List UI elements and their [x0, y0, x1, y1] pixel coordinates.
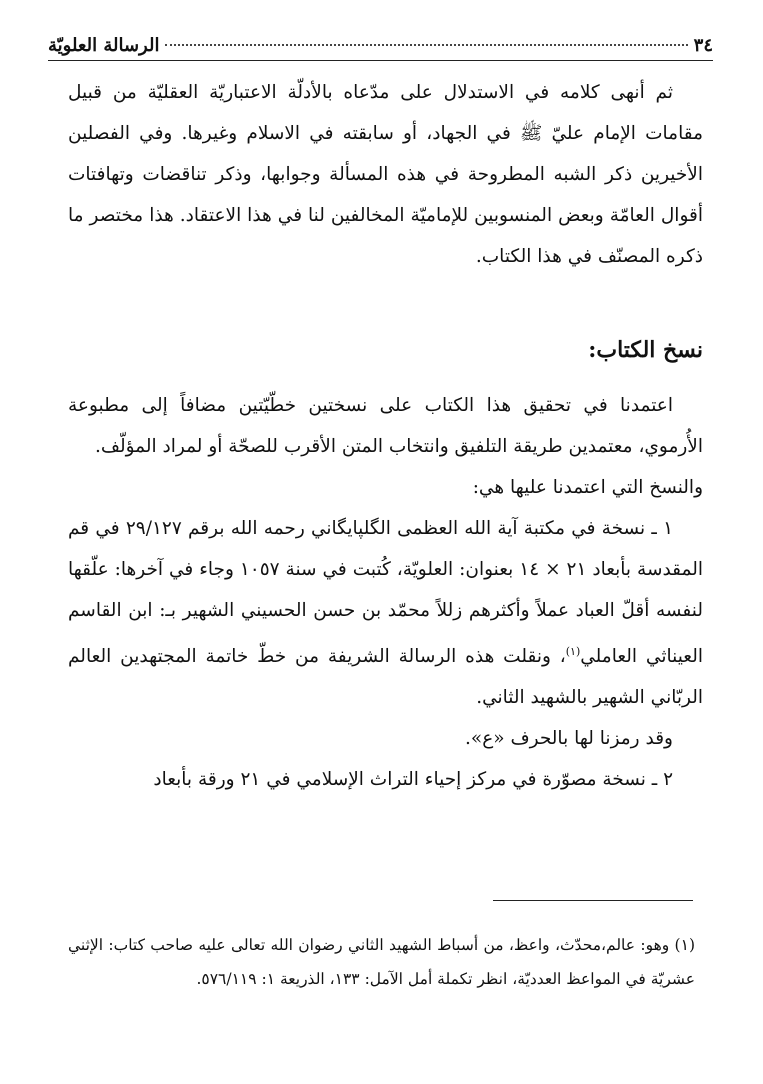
- footnote-ref: (١): [565, 645, 581, 658]
- section-paragraph-2: والنسخ التي اعتمدنا عليها هي:: [472, 477, 703, 498]
- intro-paragraph: ثم أنهى كلامه في الاستدلال على مدّعاه بالأدلّة الاعتباريّة العقليّة من قبيل مقامات الإمام عليّ ﷺ في الجهاد، أو سابقته في الاسلام وغيرها. وفي الفصلين الأخيرين ذكر الشبه المطروحة في هذه المسألة وجوابها، وذكر تناقضات وتهافتات أقوال العامّة وبعض المنسوبين للإماميّة المخالفين لنا في هذا الاعتقاد. هذا مختصر ما ذكره المصنّف في هذا الكتاب.: [68, 82, 703, 267]
- header-leader-dots: [165, 36, 687, 46]
- running-header: [48, 30, 713, 61]
- copy-1-continuation: ، ونقلت هذه الرسالة الشريفة من خطّ خاتمة المجتهدين العالم الربّاني الشهير بالشهيد الثاني.: [68, 646, 703, 709]
- section-paragraph-1: اعتمدنا في تحقيق هذا الكتاب على نسختين خطّيّتين مضافاً إلى مطبوعة الأُرموي، معتمدين طريقة التلفيق وانتخاب المتن الأقرب للصحّة أو لمراد المؤلّف.: [68, 395, 703, 457]
- copy-2-description: ٢ ـ نسخة مصوّرة في مركز إحياء التراث الإسلامي في ٢١ ورقة بأبعاد: [153, 769, 673, 791]
- section-title: نسخ الكتاب:: [588, 337, 703, 363]
- copy-1-description: [68, 508, 703, 718]
- footnote: (١) وهو: عالم،محدّث، واعظ، من أسباط الشهيد الثاني رضوان الله تعالى عليه صاحب كتاب: الإثني عشريّة في المواعظ العدديّة، انظر تكملة أمل الآمل: ١٣٣، الذريعة ١: ٥٧٦/١١٩.: [68, 935, 695, 988]
- running-title: الرسالة العلويّة: [48, 34, 160, 56]
- footnote-divider: [493, 900, 693, 901]
- copy-1-text: ١ ـ نسخة في مكتبة آية الله العظمى الگلپايگاني رحمه الله برقم ٢٩/١٢٧ في قم المقدسة بأبعاد ٢١ × ١٤ بعنوان: العلويّة، كُتبت في سنة ١٠٥٧ وجاء في آخرها: علّقها لنفسه أقلّ العباد عملاً وأكثرهم زللاً محمّد بن حسن الحسيني الشهير بـ: ابن القاسم العيناثي العاملي: [68, 518, 703, 668]
- page-number: ٣٤: [693, 34, 713, 56]
- symbol-note: وقد رمزنا لها بالحرف «ع».: [465, 728, 673, 750]
- page-body: [68, 72, 703, 800]
